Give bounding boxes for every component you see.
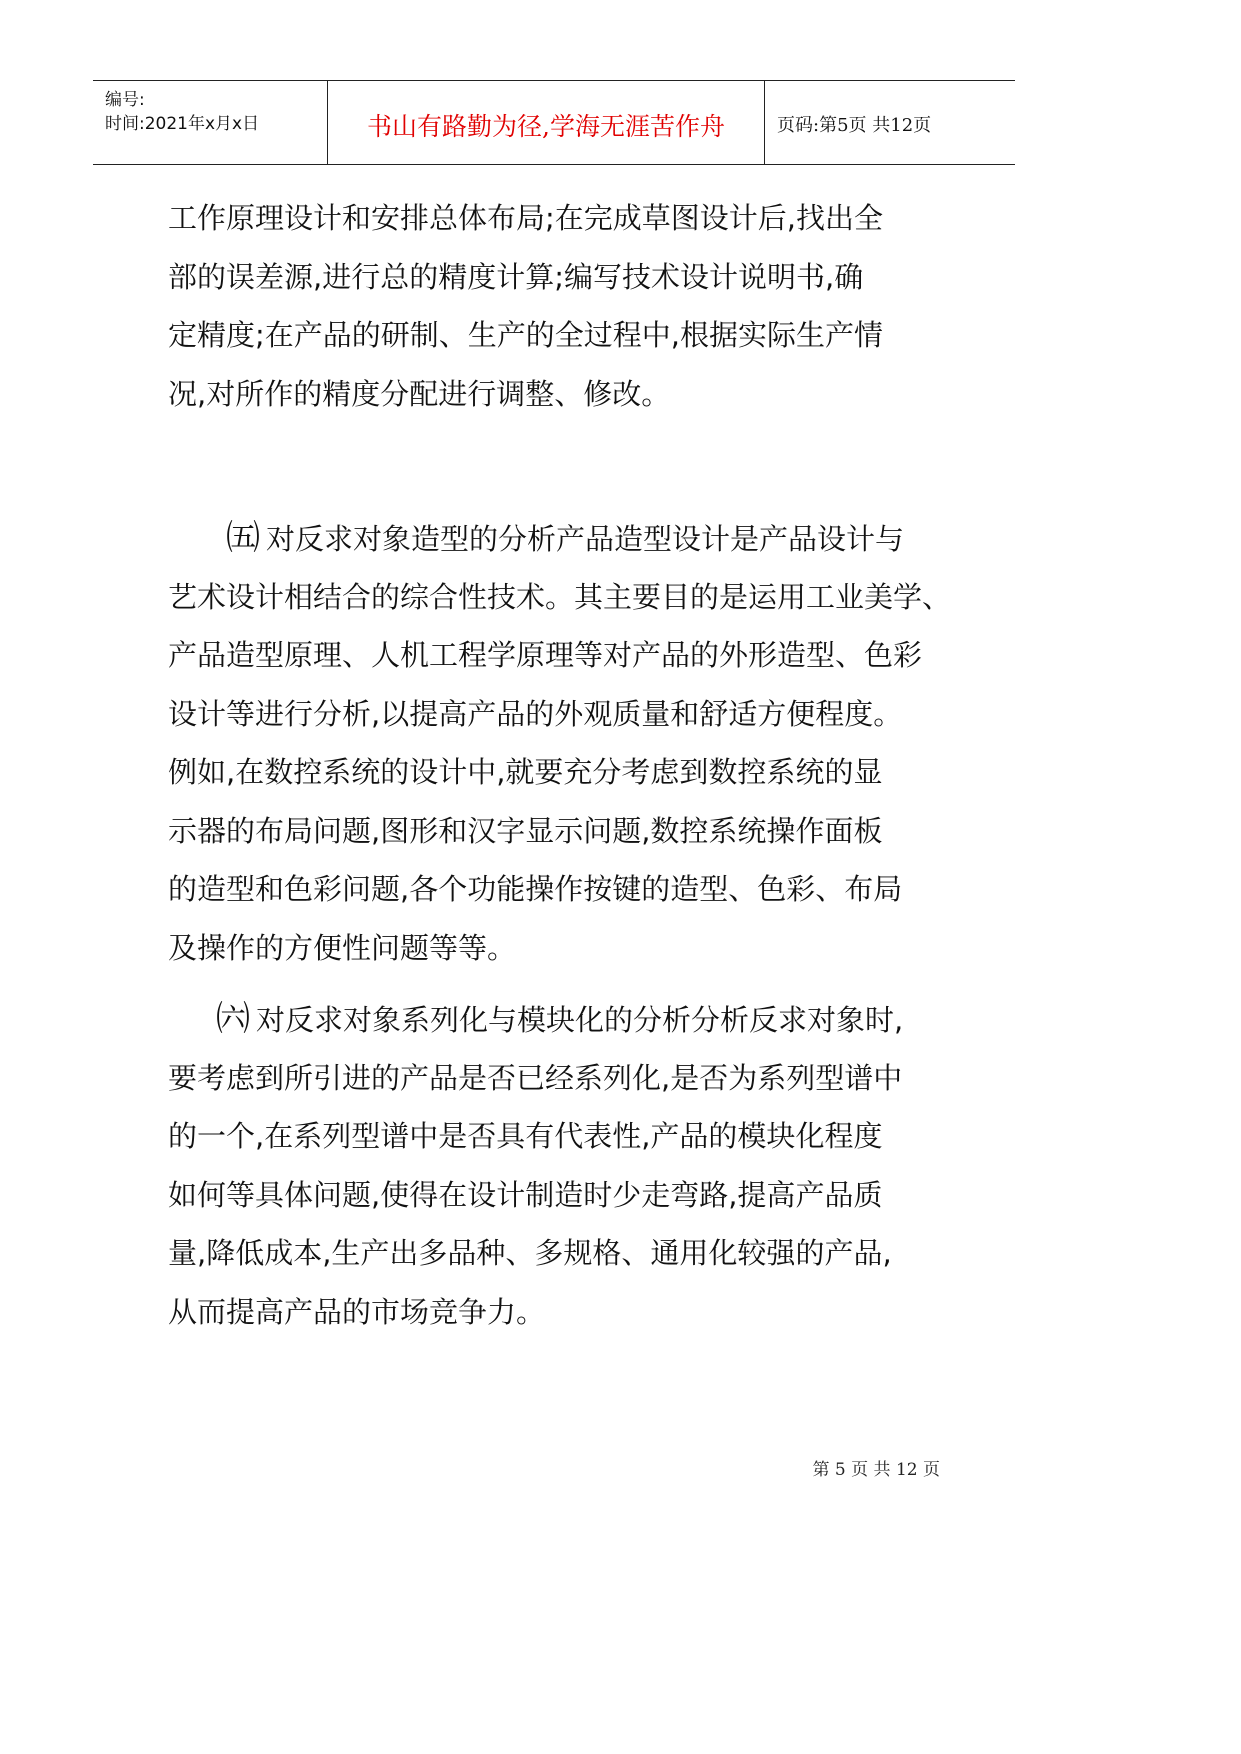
paragraph-line: 况,对所作的精度分配进行调整、修改。 [168,376,671,411]
page-footer: 第 5 页 共 12 页 [812,1460,940,1480]
paragraph-line: 定精度;在产品的研制、生产的全过程中,根据实际生产情 [168,318,883,352]
paragraph-line: 的造型和色彩问题,各个功能操作按键的造型、色彩、布局 [168,872,903,906]
paragraph-line: 从而提高产品的市场竞争力。 [168,1294,546,1329]
paragraph-line: 部的误差源,进行总的精度计算;编写技术设计说明书,确 [168,259,864,294]
section-marker-6: ㈥ [216,999,250,1039]
section-marker-5: ㈤ [226,518,260,558]
serial-label: 编号: [105,90,145,110]
paragraph-1 [168,189,958,423]
paragraph-line: 量,降低成本,生产出多品种、多规格、通用化较强的产品, [168,1236,892,1270]
paragraph-first-line [168,509,958,568]
header-motto-cell [327,81,765,164]
paragraph-line: 对反求对象系列化与模块化的分析分析反求对象时, [256,1003,904,1037]
date-label: 时间:2021年x月x日 [105,114,260,134]
document-header [93,80,1015,165]
header-page-info: 页码:第5页 共12页 [777,115,932,136]
paragraph-line: 艺术设计相结合的综合性技术。其主要目的是运用工业美学、 [168,579,952,614]
paragraph-line: 例如,在数控系统的设计中,就要充分考虑到数控系统的显 [168,755,883,789]
paragraph-line: 示器的布局问题,图形和汉字显示问题,数控系统操作面板 [168,813,883,848]
header-page-cell [765,81,1015,164]
paragraph-line: 要考虑到所引进的产品是否已经系列化,是否为系列型谱中 [168,1060,903,1095]
paragraph-first-line [168,990,958,1049]
paragraph-line: 及操作的方便性问题等等。 [168,930,517,965]
paragraph-line: 如何等具体问题,使得在设计制造时少走弯路,提高产品质 [168,1177,883,1212]
motto-text: 书山有路勤为径,学海无涯苦作舟 [367,112,725,141]
header-meta-cell [93,81,327,164]
paragraph-line: 产品造型原理、人机工程学原理等对产品的外形造型、色彩 [168,638,923,672]
paragraph-line: 工作原理设计和安排总体布局;在完成草图设计后,找出全 [168,201,883,235]
paragraph-line: 对反求对象造型的分析产品造型设计是产品设计与 [266,522,905,556]
paragraph-line: 的一个,在系列型谱中是否具有代表性,产品的模块化程度 [168,1119,883,1153]
paragraph-3 [168,990,958,1341]
paragraph-2 [168,509,958,977]
paragraph-line: 设计等进行分析,以提高产品的外观质量和舒适方便程度。 [168,696,903,731]
